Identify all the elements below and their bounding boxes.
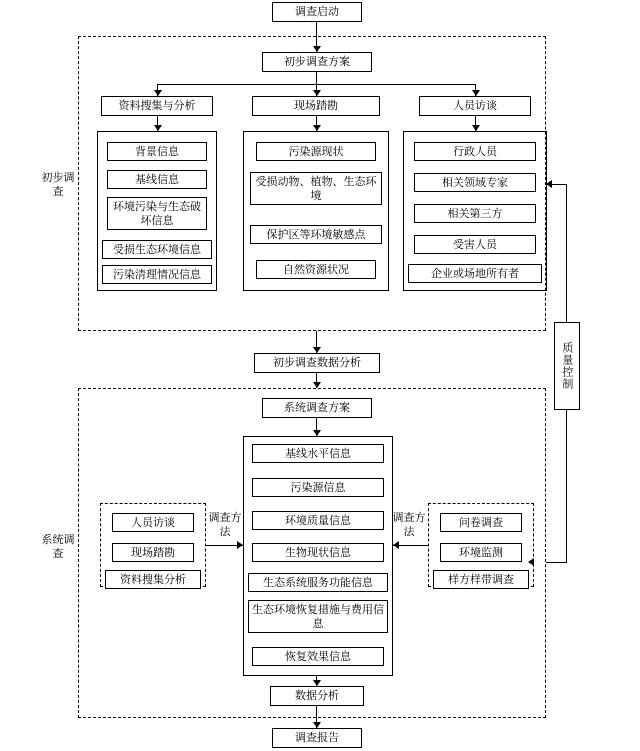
node-prelim-col2-1: 相关领域专家 [414,173,536,192]
node-prelim-col0-4: 污染清理情况信息 [102,265,212,284]
node-prelim-method-0: 资料搜集与分析 [101,96,213,116]
node-system-left-method-2: 资料搜集分析 [105,570,201,589]
node-prelim-col1-2: 保护区等环境敏感点 [250,225,382,244]
node-data-analysis: 数据分析 [270,686,364,706]
node-report: 调查报告 [272,728,362,748]
label-method-left: 调查方法 [208,510,242,538]
label-method-right: 调查方法 [392,510,426,538]
node-prelim-col0-3: 受损生态环境信息 [102,240,212,259]
node-prelim-col2-4: 企业或场地所有者 [408,264,542,283]
node-system-left-method-1: 现场踏勘 [112,543,194,562]
node-system-plan: 系统调查方案 [262,398,372,418]
node-system-right-method-2: 样方样带调查 [433,570,529,589]
node-start: 调查启动 [272,2,362,22]
arrow-left-methods-to-center [237,541,243,549]
node-prelim-col0-1: 基线信息 [107,170,207,189]
node-preliminary-plan: 初步调查方案 [262,52,372,72]
connector-plan-down [316,72,317,84]
connector-qc-bottom [546,562,567,563]
node-system-center-4: 生态系统服务功能信息 [248,573,388,592]
node-system-right-method-1: 环境监测 [440,543,522,562]
node-preliminary-analysis: 初步调查数据分析 [254,353,380,373]
connector-qc-bottom-v [566,410,567,562]
node-prelim-col1-0: 污染源现状 [256,142,376,161]
node-system-center-3: 生物现状信息 [252,543,384,562]
node-system-center-5: 生态环境恢复措施与费用信息 [248,600,388,633]
node-prelim-col0-2: 环境污染与生态破坏信息 [107,197,207,230]
node-system-center-0: 基线水平信息 [252,444,384,463]
node-prelim-col1-1: 受损动物、植物、生态环境 [250,172,382,205]
node-prelim-col1-3: 自然资源状况 [256,260,376,279]
arrow-qc-to-system [528,558,534,566]
node-prelim-col2-0: 行政人员 [414,142,536,161]
node-prelim-method-2: 人员访谈 [419,96,531,116]
node-prelim-method-1: 现场踏勘 [252,96,380,116]
node-prelim-col0-0: 背景信息 [107,142,207,161]
node-system-left-method-0: 人员访谈 [112,513,194,532]
group-preliminary-label: 初步调查 [41,170,75,198]
node-system-right-method-0: 问卷调查 [440,513,522,532]
quality-control-label: 质量控制 [560,342,574,390]
node-system-center-1: 污染源信息 [252,478,384,497]
connector-qc-top-v [566,184,567,322]
node-quality-control [554,322,580,410]
arrow-qc-to-preliminary [546,180,552,188]
node-system-center-2: 环境质量信息 [252,511,384,530]
arrow-right-methods-to-center [393,541,399,549]
node-prelim-col2-2: 相关第三方 [414,204,536,223]
node-system-center-6: 恢复效果信息 [252,647,384,666]
node-prelim-col2-3: 受害人员 [414,235,536,254]
group-system-label: 系统调查 [41,532,75,560]
